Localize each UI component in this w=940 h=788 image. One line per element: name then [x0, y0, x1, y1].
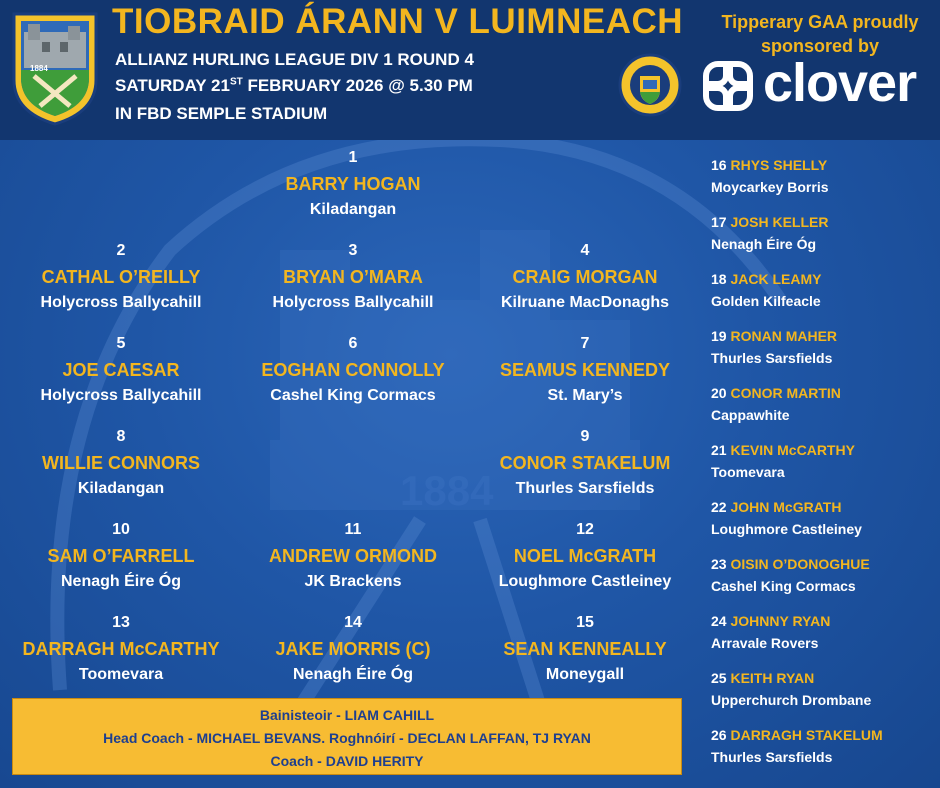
player-name: SAM O’FARRELL: [47, 546, 195, 566]
sub-number: 19: [711, 328, 727, 344]
sub-club: Thurles Sarsfields: [711, 749, 833, 765]
sub-name: DARRAGH STAKELUM: [730, 727, 883, 743]
substitute-20: [711, 382, 940, 439]
substitute-17: [711, 211, 940, 268]
manager-line: Bainisteoir - LIAM CAHILL: [259, 707, 435, 723]
supporters-club-logo: [618, 52, 682, 118]
match-date: [115, 76, 473, 96]
match-venue: IN FBD SEMPLE STADIUM: [115, 104, 328, 123]
sub-number: 18: [711, 271, 727, 287]
player-club: Holycross Ballycahill: [40, 294, 202, 311]
sub-number: 23: [711, 556, 727, 572]
sub-club: Arravale Rovers: [711, 635, 819, 651]
player-name: JAKE MORRIS (C): [275, 639, 431, 659]
date-ordinal-suffix: ST: [229, 76, 243, 88]
player-number: 9: [580, 428, 590, 445]
player-club: Holycross Ballycahill: [40, 387, 202, 404]
sub-name: JACK LEAMY: [730, 271, 822, 287]
sub-number: 25: [711, 670, 727, 686]
player-number: 15: [576, 614, 594, 631]
sub-name: JOSH KELLER: [730, 214, 829, 230]
sub-club: Cappawhite: [711, 407, 790, 423]
player-11: [238, 519, 468, 593]
header-banner: [0, 0, 940, 140]
sponsor-line-1: Tipperary GAA proudly: [721, 12, 919, 32]
player-5: [6, 333, 236, 407]
sub-club: Thurles Sarsfields: [711, 350, 833, 366]
competition-name: ALLIANZ HURLING LEAGUE DIV 1 ROUND 4: [115, 50, 474, 69]
player-club: Toomevara: [78, 666, 164, 683]
player-club: Nenagh Éire Óg: [60, 573, 182, 590]
player-number: 3: [348, 242, 358, 259]
player-name: JOE CAESAR: [62, 360, 180, 380]
sub-number: 16: [711, 157, 727, 173]
sub-club: Nenagh Éire Óg: [711, 236, 817, 252]
substitute-16: [711, 154, 940, 211]
sub-name: CONOR MARTIN: [730, 385, 841, 401]
player-club: Kilruane MacDonaghs: [500, 294, 670, 311]
player-club: Holycross Ballycahill: [272, 294, 434, 311]
player-name: DARRAGH McCARTHY: [22, 639, 220, 659]
player-club: Kiladangan: [309, 201, 397, 218]
watermark-year: 1884: [400, 467, 494, 514]
player-name: CATHAL O’REILLY: [41, 267, 201, 287]
player-club: JK Brackens: [304, 573, 402, 590]
substitute-26: [711, 724, 940, 781]
sub-name: RONAN MAHER: [730, 328, 838, 344]
player-14: [238, 612, 468, 686]
player-number: 1: [348, 149, 358, 166]
crest-year: 1884: [30, 64, 48, 73]
match-title: TIOBRAID ÁRANN V LUIMNEACH: [112, 2, 684, 41]
player-number: 7: [580, 335, 590, 352]
player-12: [470, 519, 700, 593]
player-number: 6: [348, 335, 358, 352]
player-name: SEAMUS KENNEDY: [499, 360, 671, 380]
player-club: Loughmore Castleiney: [498, 573, 672, 590]
management-box: [12, 698, 682, 775]
coaches-line: Head Coach - MICHAEL BEVANS. Roghnóirí - DECLAN LAFFAN, TJ RYAN: [103, 730, 591, 746]
player-13: [6, 612, 236, 686]
substitute-23: [711, 553, 940, 610]
sponsor-text: [700, 10, 940, 58]
player-1: [238, 147, 468, 221]
player-number: 14: [344, 614, 362, 631]
player-club: Moneygall: [545, 666, 625, 683]
sub-club: Golden Kilfeacle: [711, 293, 821, 309]
sub-club: Moycarkey Borris: [711, 179, 829, 195]
player-name: WILLIE CONNORS: [42, 453, 200, 473]
player-name: EOGHAN CONNOLLY: [261, 360, 445, 380]
player-8: [6, 426, 236, 500]
date-rest: FEBRUARY 2026 @ 5.30 PM: [242, 76, 473, 95]
substitute-25: [711, 667, 940, 724]
player-9: [470, 426, 700, 500]
sub-name: KEVIN McCARTHY: [730, 442, 855, 458]
player-name: BRYAN O’MARA: [283, 267, 423, 287]
player-club: Cashel King Cormacs: [270, 387, 436, 404]
player-club: Thurles Sarsfields: [515, 480, 655, 497]
player-club: St. Mary’s: [547, 387, 623, 404]
sub-name: JOHNNY RYAN: [730, 613, 831, 629]
player-number: 4: [580, 242, 590, 259]
sub-number: 21: [711, 442, 727, 458]
sub-number: 24: [711, 613, 727, 629]
sub-club: Cashel King Cormacs: [711, 578, 856, 594]
sub-name: RHYS SHELLY: [730, 157, 828, 173]
sub-name: OISIN O’DONOGHUE: [730, 556, 870, 572]
player-name: CONOR STAKELUM: [499, 453, 671, 473]
player-7: [470, 333, 700, 407]
player-number: 10: [112, 521, 130, 538]
substitutes-list: [711, 154, 940, 781]
player-club: Nenagh Éire Óg: [292, 666, 414, 683]
player-3: [238, 240, 468, 314]
sponsor-brand-name: clover: [763, 53, 917, 113]
player-number: 8: [116, 428, 126, 445]
player-number: 2: [116, 242, 126, 259]
coach-line: Coach - DAVID HERITY: [270, 753, 424, 769]
sub-club: Loughmore Castleiney: [711, 521, 862, 537]
player-4: [470, 240, 700, 314]
player-name: ANDREW ORMOND: [269, 546, 437, 566]
player-name: SEAN KENNEALLY: [503, 639, 667, 659]
player-15: [470, 612, 700, 686]
substitute-21: [711, 439, 940, 496]
substitute-22: [711, 496, 940, 553]
sub-club: Upperchurch Drombane: [711, 692, 872, 708]
clover-icon: [700, 58, 756, 114]
sub-name: KEITH RYAN: [730, 670, 815, 686]
sponsor-line-2: sponsored by: [760, 36, 880, 56]
sub-number: 20: [711, 385, 727, 401]
sub-name: JOHN McGRATH: [730, 499, 842, 515]
substitute-18: [711, 268, 940, 325]
substitute-19: [711, 325, 940, 382]
sub-number: 22: [711, 499, 727, 515]
player-name: BARRY HOGAN: [285, 174, 421, 194]
player-number: 13: [112, 614, 130, 631]
sub-number: 17: [711, 214, 727, 230]
date-prefix: SATURDAY 21: [115, 76, 230, 95]
player-number: 5: [116, 335, 126, 352]
player-10: [6, 519, 236, 593]
sub-club: Toomevara: [711, 464, 785, 480]
substitute-24: [711, 610, 940, 667]
sub-number: 26: [711, 727, 727, 743]
player-2: [6, 240, 236, 314]
player-name: NOEL McGRATH: [513, 546, 657, 566]
tipperary-crest-logo: [10, 10, 100, 128]
player-6: [238, 333, 468, 407]
player-number: 12: [576, 521, 594, 538]
player-name: CRAIG MORGAN: [512, 267, 658, 287]
player-number: 11: [344, 521, 362, 538]
player-club: Kiladangan: [77, 480, 165, 497]
